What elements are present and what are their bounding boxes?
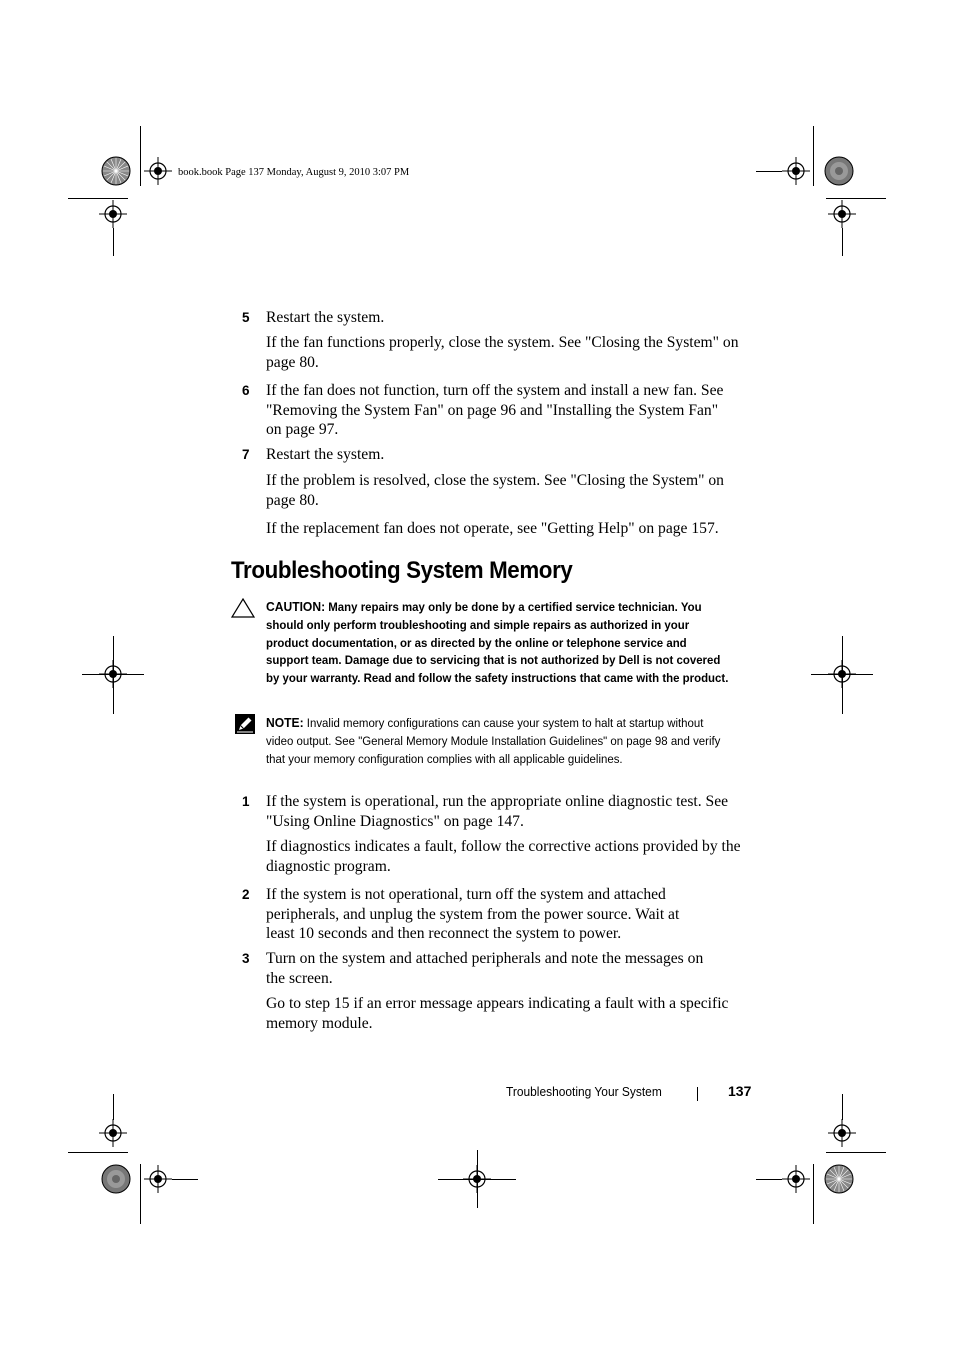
crop-mark xyxy=(477,1150,478,1208)
registration-mark-icon xyxy=(144,157,172,185)
crop-mark xyxy=(140,126,141,186)
step-number: 3 xyxy=(242,951,250,966)
crop-mark xyxy=(172,1179,198,1180)
step-detail: If the problem is resolved, close the system. See "Closing the System" on page 80. xyxy=(266,472,724,509)
crop-mark xyxy=(842,1094,843,1120)
step-text: Restart the system. xyxy=(266,446,385,463)
registration-mark-icon xyxy=(144,1165,172,1193)
crop-mark xyxy=(82,674,144,675)
registration-mark-icon xyxy=(99,200,127,228)
registration-mark-icon xyxy=(782,1165,810,1193)
crop-mark xyxy=(113,1094,114,1120)
section-title: Troubleshooting System Memory xyxy=(231,557,573,584)
caution-text: Many repairs may only be done by a certified service technician. You should only perform troubleshooting and simple repairs as authorized in your product documentation, or as directed by the online or telephone service and support team. Damage due to servicing that is not authorized by Dell is not covered by your warranty. Read and follow the safety instructions that came with the product. xyxy=(266,600,729,686)
footer-section-title: Troubleshooting Your System xyxy=(506,1084,662,1099)
note-label: NOTE: xyxy=(266,715,304,730)
step-number: 1 xyxy=(242,794,250,809)
step-text: Restart the system. xyxy=(266,309,385,326)
registration-mark-icon xyxy=(828,200,856,228)
caution-label: CAUTION: xyxy=(266,599,326,614)
crop-mark xyxy=(68,1152,128,1153)
crop-mark xyxy=(826,1152,886,1153)
crop-mark xyxy=(113,636,114,714)
caution-triangle-icon xyxy=(231,598,255,618)
crop-mark xyxy=(756,1179,782,1180)
crop-mark xyxy=(813,126,814,186)
step-number: 6 xyxy=(242,383,250,398)
note-notice xyxy=(266,714,729,768)
color-wheel-icon xyxy=(101,156,131,186)
crop-mark xyxy=(68,198,128,199)
crop-mark xyxy=(813,1164,814,1224)
step-text: Turn on the system and attached peripherals and note the messages on the screen. xyxy=(266,950,704,987)
footer-divider xyxy=(697,1087,698,1101)
crop-mark xyxy=(756,171,782,172)
print-header-stamp: book.book Page 137 Monday, August 9, 2010 3:07 PM xyxy=(178,167,410,178)
note-text: Invalid memory configurations can cause your system to halt at startup without video output. See "General Memory Module Installation Guidelines" on page 98 and verify that your memory configuration complies with all applicable guidelines. xyxy=(266,716,721,766)
step-text: If the fan does not function, turn off the system and install a new fan. See "Removing the System Fan" on page 96 and "Installing the System Fan" on page 97. xyxy=(266,382,724,438)
crop-mark xyxy=(842,228,843,256)
step-detail: If diagnostics indicates a fault, follow the corrective actions provided by the diagnostic program. xyxy=(266,838,741,875)
crop-mark xyxy=(826,198,886,199)
step-detail: Go to step 15 if an error message appears indicating a fault with a specific memory module. xyxy=(266,995,729,1032)
step-number: 2 xyxy=(242,887,250,902)
step-text: If the system is not operational, turn off the system and attached peripherals, and unplug the system from the power source. Wait at least 10 seconds and then reconnect the system to power. xyxy=(266,886,680,942)
step-number: 7 xyxy=(242,447,250,462)
registration-mark-icon xyxy=(828,1119,856,1147)
color-wheel-icon xyxy=(824,156,854,186)
crop-mark xyxy=(140,1164,141,1224)
page-number: 137 xyxy=(728,1083,752,1099)
step-detail: If the replacement fan does not operate, see "Getting Help" on page 157. xyxy=(266,520,719,537)
step-detail: If the fan functions properly, close the system. See "Closing the System" on page 80. xyxy=(266,334,739,371)
step-text: If the system is operational, run the appropriate online diagnostic test. See "Using Online Diagnostics" on page 147. xyxy=(266,793,729,830)
note-pencil-icon xyxy=(234,713,256,735)
color-wheel-icon xyxy=(101,1164,131,1194)
caution-notice xyxy=(266,598,731,688)
registration-mark-icon xyxy=(99,1119,127,1147)
color-wheel-icon xyxy=(824,1164,854,1194)
crop-mark xyxy=(842,636,843,714)
step-number: 5 xyxy=(242,310,250,325)
crop-mark xyxy=(113,228,114,256)
registration-mark-icon xyxy=(782,157,810,185)
crop-mark xyxy=(811,674,873,675)
